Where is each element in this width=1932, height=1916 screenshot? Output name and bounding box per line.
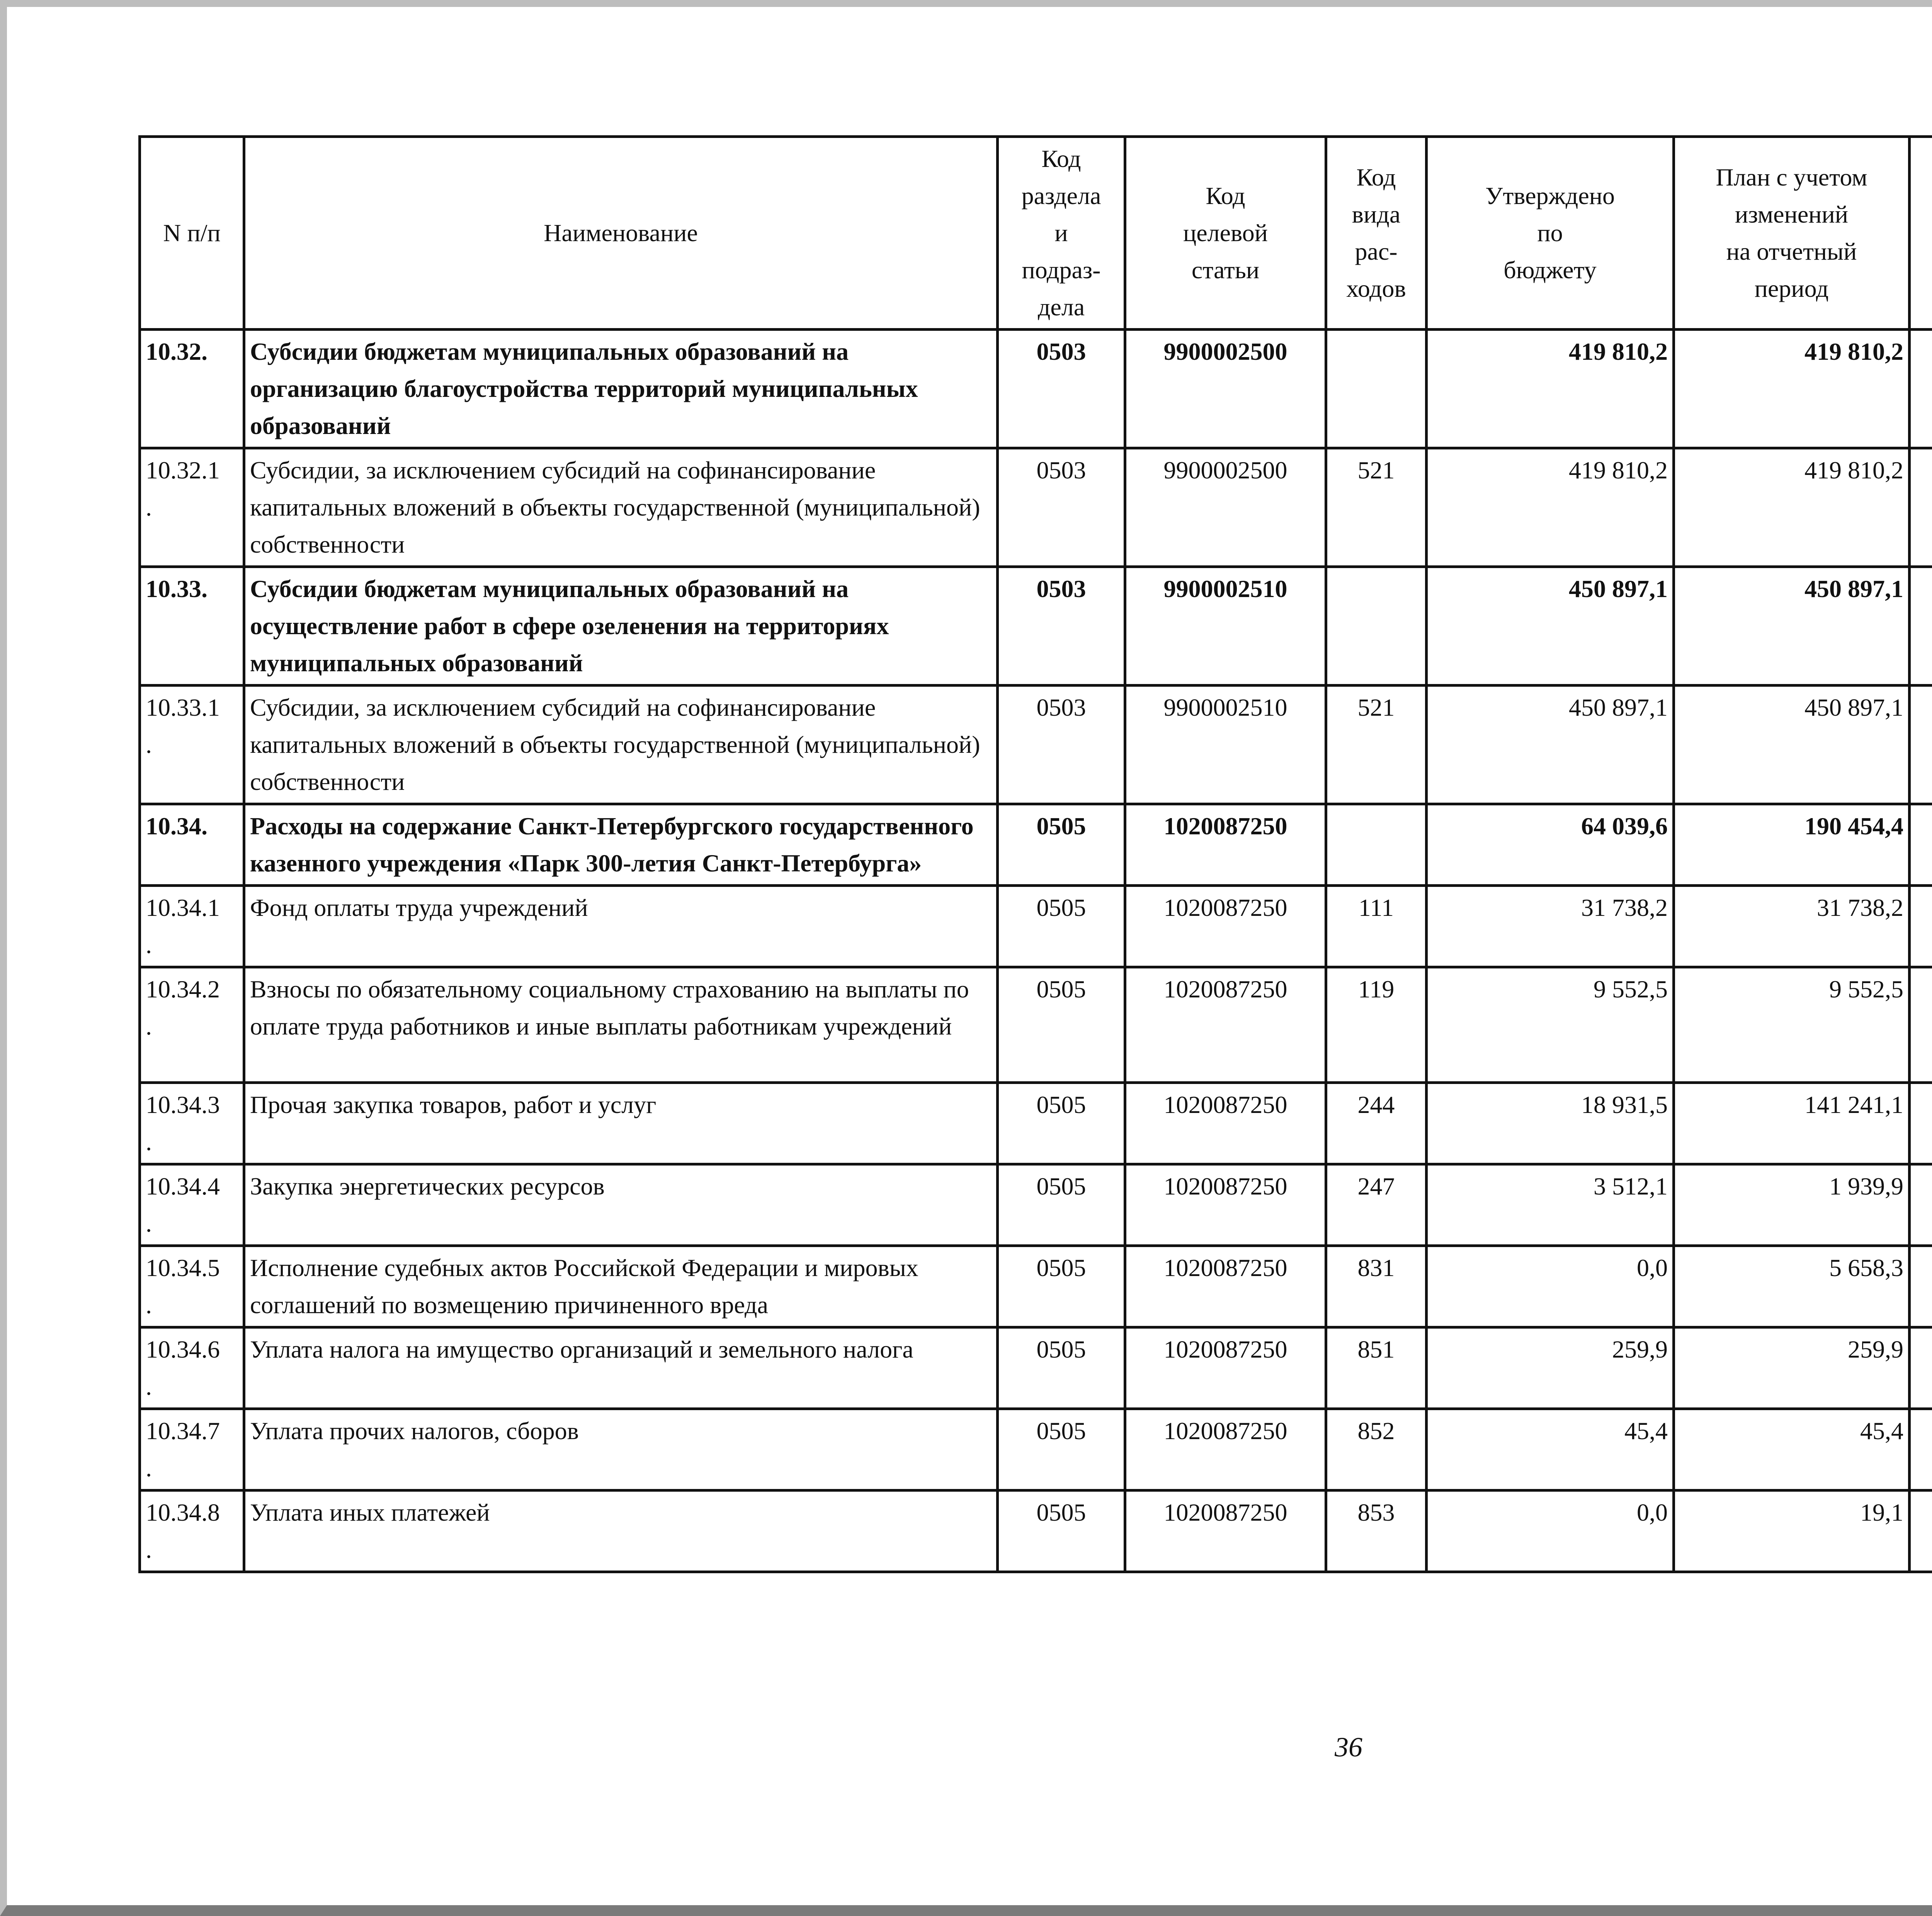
row-approved-amount: 9 552,5 <box>1427 967 1674 1083</box>
row-number: 10.34.7 . <box>140 1409 244 1491</box>
row-number: 10.34.3 . <box>140 1083 244 1164</box>
row-section-code: 0505 <box>998 1491 1125 1572</box>
header-section-code: Код раздела и подраз- дела <box>998 137 1125 330</box>
row-section-code: 0505 <box>998 967 1125 1083</box>
row-target-code: 1020087250 <box>1125 1246 1326 1327</box>
row-executed-amount <box>1910 1246 1932 1327</box>
row-name: Прочая закупка товаров, работ и услуг <box>244 1083 998 1164</box>
table-row <box>140 448 1932 567</box>
row-target-code: 9900002510 <box>1125 567 1326 686</box>
row-target-code: 1020087250 <box>1125 1164 1326 1246</box>
row-executed-amount <box>1910 330 1932 448</box>
row-approved-amount: 18 931,5 <box>1427 1083 1674 1164</box>
row-name: Фонд оплаты труда учреждений <box>244 886 998 967</box>
row-number: 10.32.1 . <box>140 448 244 567</box>
row-expense-code: 111 <box>1326 886 1427 967</box>
row-target-code: 1020087250 <box>1125 1409 1326 1491</box>
row-approved-amount: 450 897,1 <box>1427 567 1674 686</box>
row-number: 10.32. <box>140 330 244 448</box>
row-executed-amount <box>1910 1164 1932 1246</box>
row-expense-code: 521 <box>1326 448 1427 567</box>
row-expense-code: 852 <box>1326 1409 1427 1491</box>
row-name: Субсидии бюджетам муниципальных образований на осуществление работ в сфере озеленения на территориях муниципальных образований <box>244 567 998 686</box>
table-row <box>140 1246 1932 1327</box>
row-expense-code: 521 <box>1326 686 1427 804</box>
row-name: Уплата прочих налогов, сборов <box>244 1409 998 1491</box>
table-row <box>140 1083 1932 1164</box>
header-name: Наименование <box>244 137 998 330</box>
table-row <box>140 330 1932 448</box>
row-section-code: 0505 <box>998 1164 1125 1246</box>
row-approved-amount: 0,0 <box>1427 1491 1674 1572</box>
row-section-code: 0503 <box>998 330 1125 448</box>
row-approved-amount: 259,9 <box>1427 1327 1674 1409</box>
table-row <box>140 567 1932 686</box>
row-name: Уплата иных платежей <box>244 1491 998 1572</box>
row-expense-code: 851 <box>1326 1327 1427 1409</box>
row-number: 10.34.5 . <box>140 1246 244 1327</box>
row-approved-amount: 45,4 <box>1427 1409 1674 1491</box>
row-expense-code: 831 <box>1326 1246 1427 1327</box>
table-row <box>140 1491 1932 1572</box>
budget-execution-table <box>138 135 1932 1573</box>
row-executed-amount <box>1910 804 1932 886</box>
row-section-code: 0503 <box>998 567 1125 686</box>
row-approved-amount: 419 810,2 <box>1427 448 1674 567</box>
table-row <box>140 804 1932 886</box>
row-target-code: 1020087250 <box>1125 1327 1326 1409</box>
row-expense-code: 244 <box>1326 1083 1427 1164</box>
row-plan-amount: 31 738,2 <box>1674 886 1910 967</box>
row-approved-amount: 419 810,2 <box>1427 330 1674 448</box>
row-target-code: 9900002500 <box>1125 448 1326 567</box>
table-row <box>140 886 1932 967</box>
row-plan-amount: 419 810,2 <box>1674 448 1910 567</box>
row-executed-amount <box>1910 1083 1932 1164</box>
header-num: N п/п <box>140 137 244 330</box>
row-name: Субсидии, за исключением субсидий на софинансирование капитальных вложений в объекты государственной (муниципальной) собственности <box>244 686 998 804</box>
row-number: 10.34.4 . <box>140 1164 244 1246</box>
row-section-code: 0505 <box>998 886 1125 967</box>
row-section-code: 0503 <box>998 686 1125 804</box>
row-plan-amount: 9 552,5 <box>1674 967 1910 1083</box>
table-row <box>140 1409 1932 1491</box>
row-plan-amount: 419 810,2 <box>1674 330 1910 448</box>
row-section-code: 0505 <box>998 1083 1125 1164</box>
table-row <box>140 686 1932 804</box>
row-approved-amount: 450 897,1 <box>1427 686 1674 804</box>
row-executed-amount <box>1910 567 1932 686</box>
row-plan-amount: 45,4 <box>1674 1409 1910 1491</box>
row-executed-amount <box>1910 1327 1932 1409</box>
row-number: 10.34.2 . <box>140 967 244 1083</box>
row-target-code: 1020087250 <box>1125 967 1326 1083</box>
row-plan-amount: 141 241,1 <box>1674 1083 1910 1164</box>
header-expense-code: Код вида рас- ходов <box>1326 137 1427 330</box>
row-expense-code <box>1326 567 1427 686</box>
row-expense-code <box>1326 804 1427 886</box>
row-name: Субсидии бюджетам муниципальных образований на организацию благоустройства территорий муниципальных образований <box>244 330 998 448</box>
row-approved-amount: 0,0 <box>1427 1246 1674 1327</box>
row-target-code: 9900002510 <box>1125 686 1326 804</box>
table-row <box>140 1164 1932 1246</box>
row-plan-amount: 450 897,1 <box>1674 686 1910 804</box>
row-name: Расходы на содержание Санкт-Петербургского государственного казенного учреждения «Парк 300-летия Санкт-Петербурга» <box>244 804 998 886</box>
row-section-code: 0505 <box>998 1409 1125 1491</box>
row-executed-amount <box>1910 886 1932 967</box>
page-number: 36 <box>1335 1732 1362 1763</box>
row-section-code: 0505 <box>998 804 1125 886</box>
row-plan-amount: 190 454,4 <box>1674 804 1910 886</box>
row-expense-code: 247 <box>1326 1164 1427 1246</box>
row-executed-amount <box>1910 967 1932 1083</box>
row-executed-amount <box>1910 686 1932 804</box>
row-executed-amount <box>1910 448 1932 567</box>
row-expense-code: 119 <box>1326 967 1427 1083</box>
row-target-code: 1020087250 <box>1125 1491 1326 1572</box>
row-plan-amount: 19,1 <box>1674 1491 1910 1572</box>
row-number: 10.34. <box>140 804 244 886</box>
header-approved: Утверждено по бюджету <box>1427 137 1674 330</box>
row-target-code: 1020087250 <box>1125 804 1326 886</box>
header-target-code: Код целевой статьи <box>1125 137 1326 330</box>
row-number: 10.33.1 . <box>140 686 244 804</box>
header-executed <box>1910 137 1932 330</box>
row-expense-code <box>1326 330 1427 448</box>
row-approved-amount: 3 512,1 <box>1427 1164 1674 1246</box>
row-target-code: 1020087250 <box>1125 886 1326 967</box>
row-number: 10.34.8 . <box>140 1491 244 1572</box>
row-name: Исполнение судебных актов Российской Федерации и мировых соглашений по возмещению причиненного вреда <box>244 1246 998 1327</box>
row-number: 10.34.1 . <box>140 886 244 967</box>
row-number: 10.34.6 . <box>140 1327 244 1409</box>
row-approved-amount: 31 738,2 <box>1427 886 1674 967</box>
row-plan-amount: 1 939,9 <box>1674 1164 1910 1246</box>
row-executed-amount <box>1910 1491 1932 1572</box>
row-plan-amount: 259,9 <box>1674 1327 1910 1409</box>
row-plan-amount: 450 897,1 <box>1674 567 1910 686</box>
row-plan-amount: 5 658,3 <box>1674 1246 1910 1327</box>
header-plan: План с учетом изменений на отчетный период <box>1674 137 1910 330</box>
row-name: Взносы по обязательному социальному страхованию на выплаты по оплате труда работников и иные выплаты работникам учреждений <box>244 967 998 1083</box>
table-row <box>140 1327 1932 1409</box>
row-name: Уплата налога на имущество организаций и земельного налога <box>244 1327 998 1409</box>
row-target-code: 1020087250 <box>1125 1083 1326 1164</box>
row-target-code: 9900002500 <box>1125 330 1326 448</box>
row-executed-amount <box>1910 1409 1932 1491</box>
row-name: Субсидии, за исключением субсидий на софинансирование капитальных вложений в объекты государственной (муниципальной) собственности <box>244 448 998 567</box>
row-expense-code: 853 <box>1326 1491 1427 1572</box>
row-section-code: 0505 <box>998 1327 1125 1409</box>
table-row <box>140 967 1932 1083</box>
row-number: 10.33. <box>140 567 244 686</box>
row-section-code: 0505 <box>998 1246 1125 1327</box>
table-body <box>140 330 1932 1572</box>
row-approved-amount: 64 039,6 <box>1427 804 1674 886</box>
row-name: Закупка энергетических ресурсов <box>244 1164 998 1246</box>
row-section-code: 0503 <box>998 448 1125 567</box>
